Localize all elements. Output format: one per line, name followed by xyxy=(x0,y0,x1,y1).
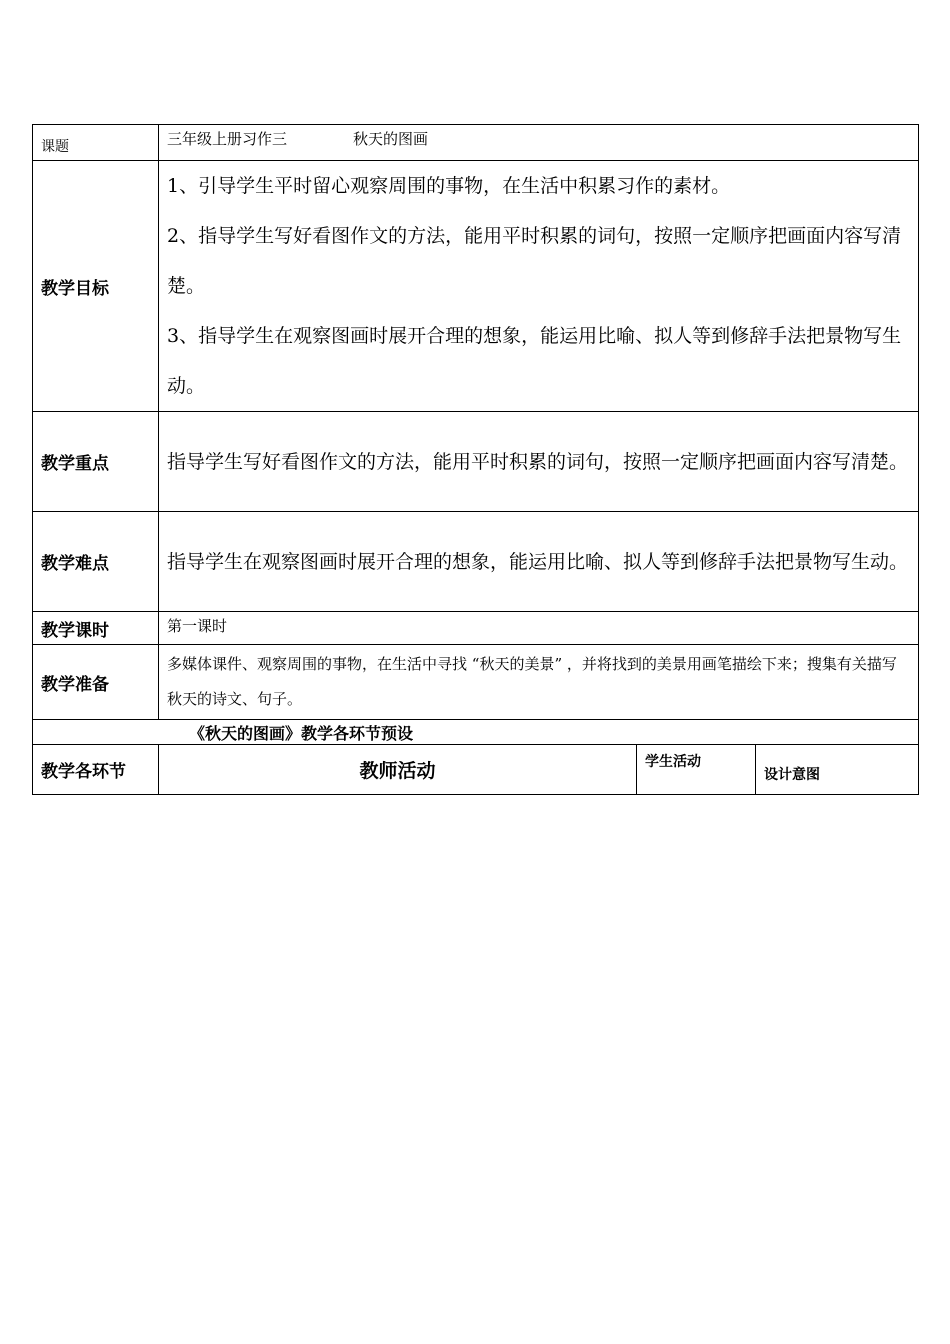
goal-item: 2、指导学生写好看图作文的方法，能用平时积累的词句，按照一定顺序把画面内容写清楚。 xyxy=(167,225,902,297)
goal-item: 1、引导学生平时留心观察周围的事物，在生活中积累习作的素材。 xyxy=(167,175,731,197)
difficulty-label: 教学难点 xyxy=(33,512,159,612)
difficulty-text: 指导学生在观察图画时展开合理的想象，能运用比喻、拟人等到修辞手法把景物写生动。 xyxy=(159,512,919,612)
col-header-student: 学生活动 xyxy=(637,745,756,795)
period-value: 第一课时 xyxy=(159,612,919,645)
key-points-text: 指导学生写好看图作文的方法，能用平时积累的词句，按照一定顺序把画面内容写清楚。 xyxy=(159,412,919,512)
period-row xyxy=(33,612,919,645)
goals-label: 教学目标 xyxy=(33,161,159,412)
difficulty-row xyxy=(33,512,919,612)
section-banner-row xyxy=(33,720,919,745)
header-row xyxy=(33,745,919,795)
key-points-row xyxy=(33,412,919,512)
lesson-plan-table xyxy=(32,124,919,795)
preparation-text: 多媒体课件、观察周围的事物，在生活中寻找 “秋天的美景” ，并将找到的美景用画笔描绘下来；搜集有关描写秋天的诗文、句子。 xyxy=(159,645,919,720)
col-header-teacher: 教师活动 xyxy=(159,745,637,795)
key-points-label: 教学重点 xyxy=(33,412,159,512)
topic-title: 秋天的图画 xyxy=(353,130,429,148)
topic-grade: 三年级上册习作三 xyxy=(167,130,288,148)
period-label: 教学课时 xyxy=(33,612,159,645)
col-header-steps: 教学各环节 xyxy=(33,745,159,795)
preparation-label: 教学准备 xyxy=(33,645,159,720)
preparation-row xyxy=(33,645,919,720)
goals-content xyxy=(159,161,919,412)
section-banner: 《秋天的图画》教学各环节预设 xyxy=(33,720,919,745)
topic-label: 课题 xyxy=(33,125,159,161)
col-header-design: 设计意图 xyxy=(756,745,919,795)
topic-row xyxy=(33,125,919,161)
goal-item: 3、指导学生在观察图画时展开合理的想象，能运用比喻、拟人等到修辞手法把景物写生动。 xyxy=(167,325,902,397)
goals-row xyxy=(33,161,919,412)
topic-value xyxy=(159,125,919,161)
